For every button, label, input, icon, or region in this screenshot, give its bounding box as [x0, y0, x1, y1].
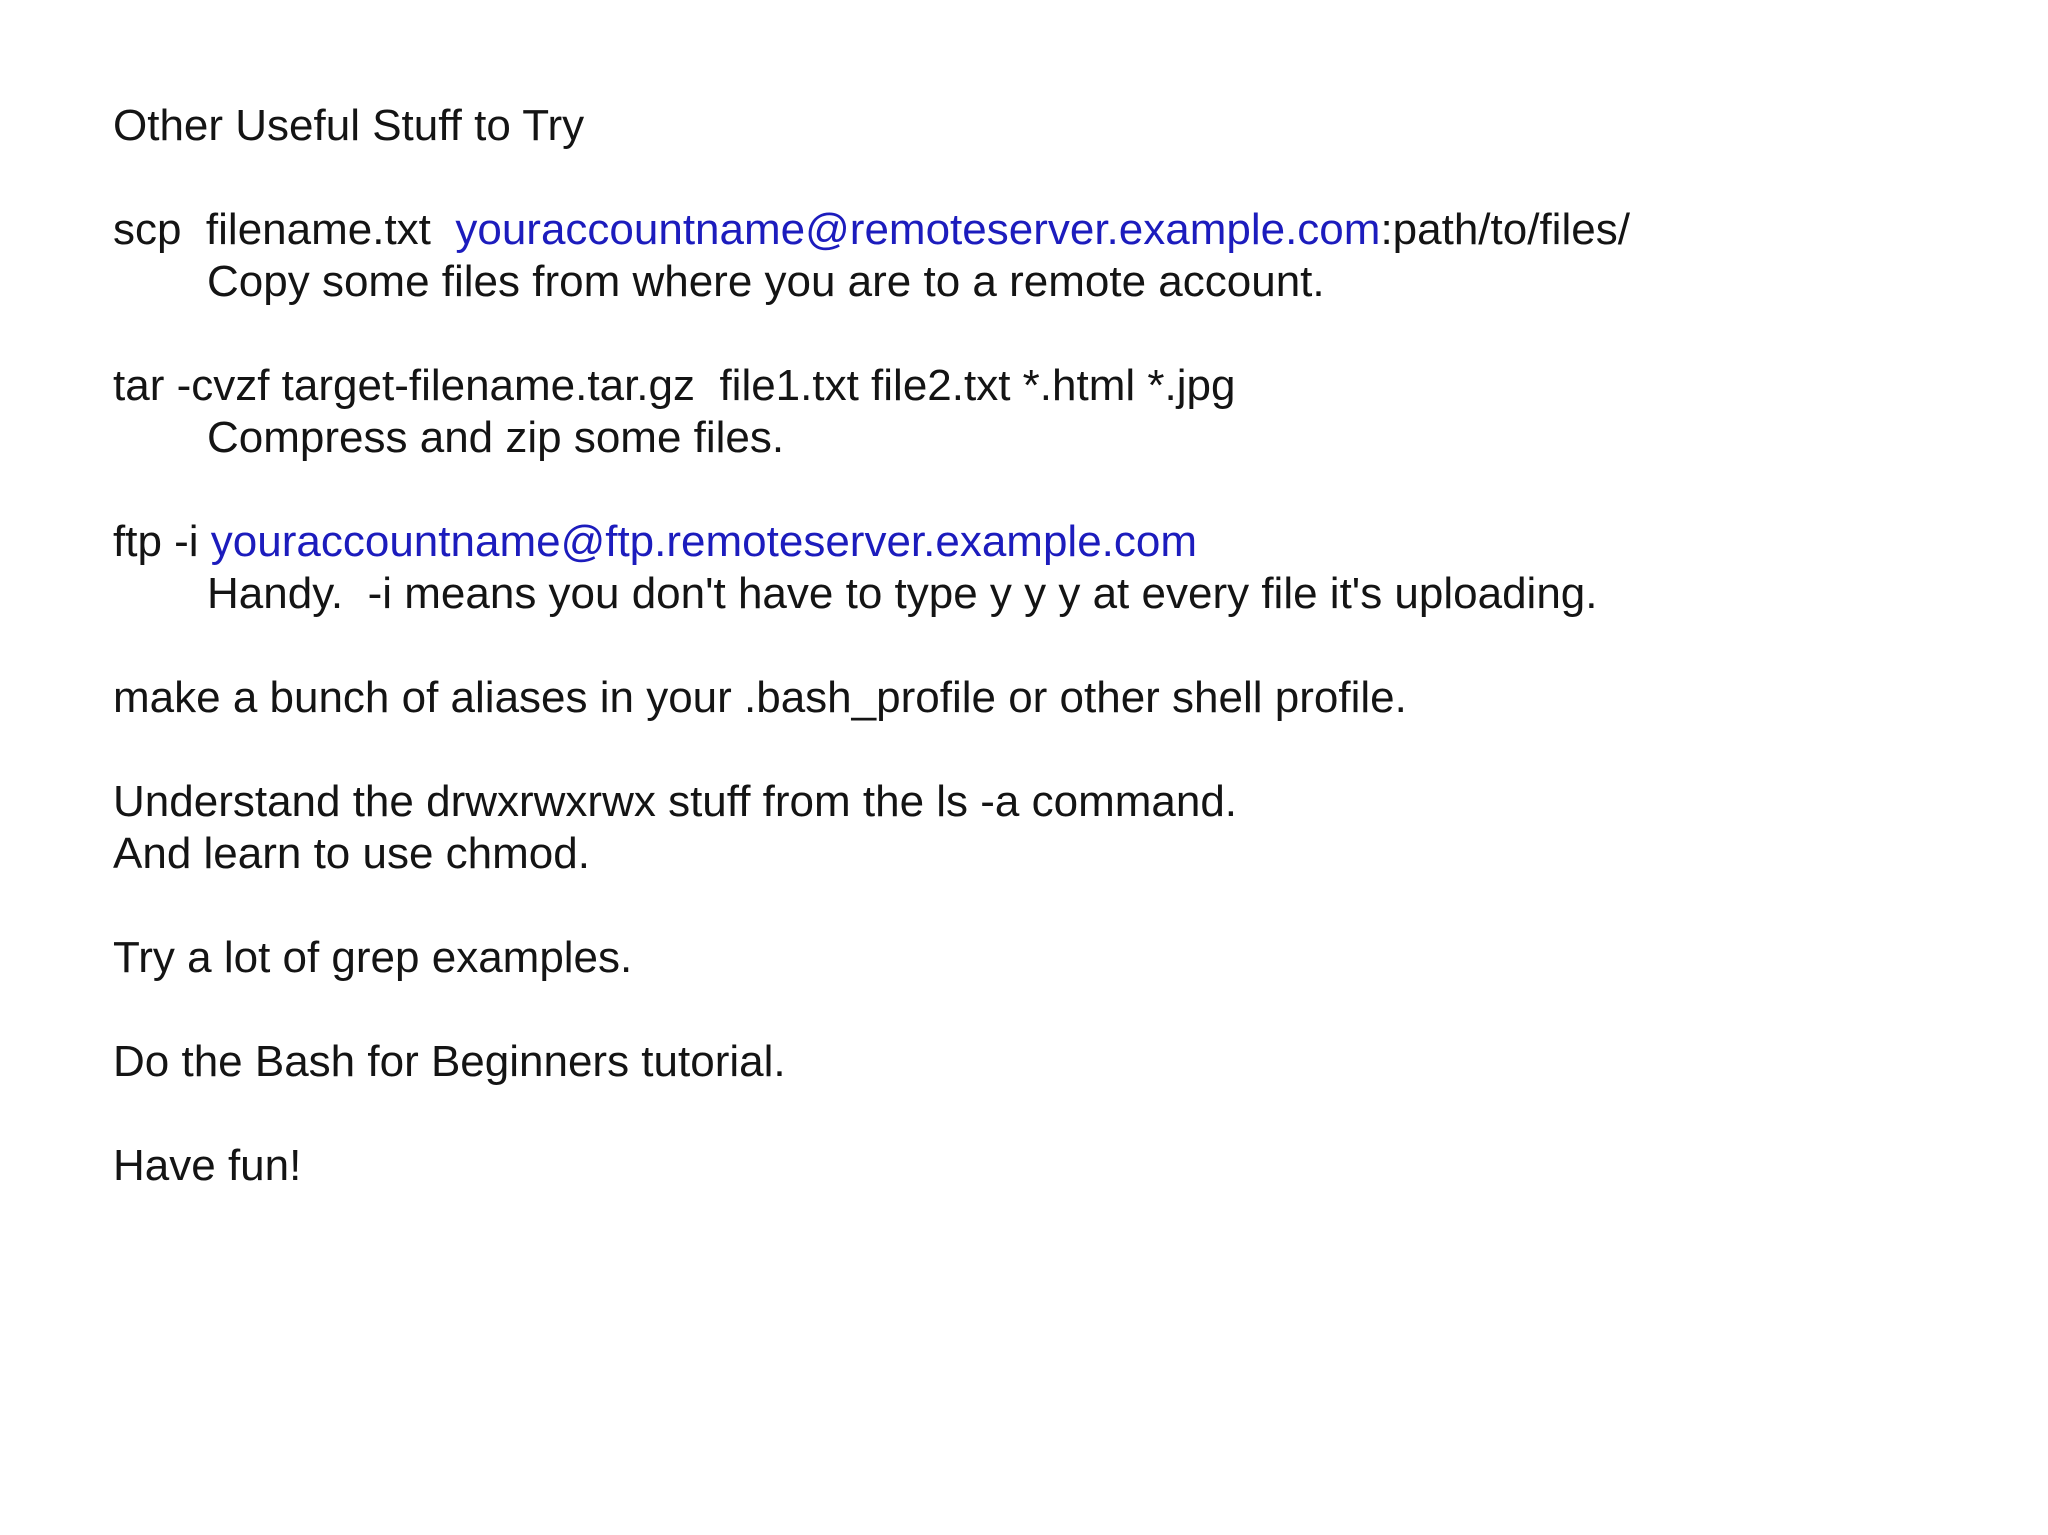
- chmod-tip: And learn to use chmod.: [113, 829, 590, 878]
- spacer: [113, 724, 1993, 776]
- scp-remote-link[interactable]: youraccountname@remoteserver.example.com: [455, 205, 1381, 254]
- slide-title: Other Useful Stuff to Try: [113, 101, 585, 150]
- aliases-tip: make a bunch of aliases in your .bash_profile or other shell profile.: [113, 673, 1407, 722]
- spacer: [113, 1088, 1993, 1140]
- grep-tip: Try a lot of grep examples.: [113, 933, 633, 982]
- spacer: [113, 464, 1993, 516]
- tar-command: tar -cvzf target-filename.tar.gz file1.txt file2.txt *.html *.jpg: [113, 361, 1236, 410]
- closing-line: Have fun!: [113, 1141, 302, 1190]
- scp-command-suffix: :path/to/files/: [1380, 205, 1630, 254]
- bash-tutorial-tip: Do the Bash for Beginners tutorial.: [113, 1037, 786, 1086]
- spacer: [113, 152, 1993, 204]
- slide-content: [113, 100, 1993, 1192]
- scp-command: [113, 204, 1993, 256]
- ftp-command: [113, 516, 1993, 568]
- spacer: [113, 880, 1993, 932]
- spacer: [113, 984, 1993, 1036]
- scp-command-prefix: scp filename.txt: [113, 205, 456, 254]
- tar-description: Compress and zip some files.: [207, 413, 785, 462]
- ftp-description: Handy. -i means you don't have to type y y y at every file it's uploading.: [207, 569, 1598, 618]
- spacer: [113, 308, 1993, 360]
- ftp-command-prefix: ftp -i: [113, 517, 211, 566]
- permissions-tip: Understand the drwxrwxrwx stuff from the ls -a command.: [113, 777, 1238, 826]
- spacer: [113, 620, 1993, 672]
- ftp-remote-link[interactable]: youraccountname@ftp.remoteserver.example.com: [210, 517, 1198, 566]
- scp-description: Copy some files from where you are to a remote account.: [207, 257, 1325, 306]
